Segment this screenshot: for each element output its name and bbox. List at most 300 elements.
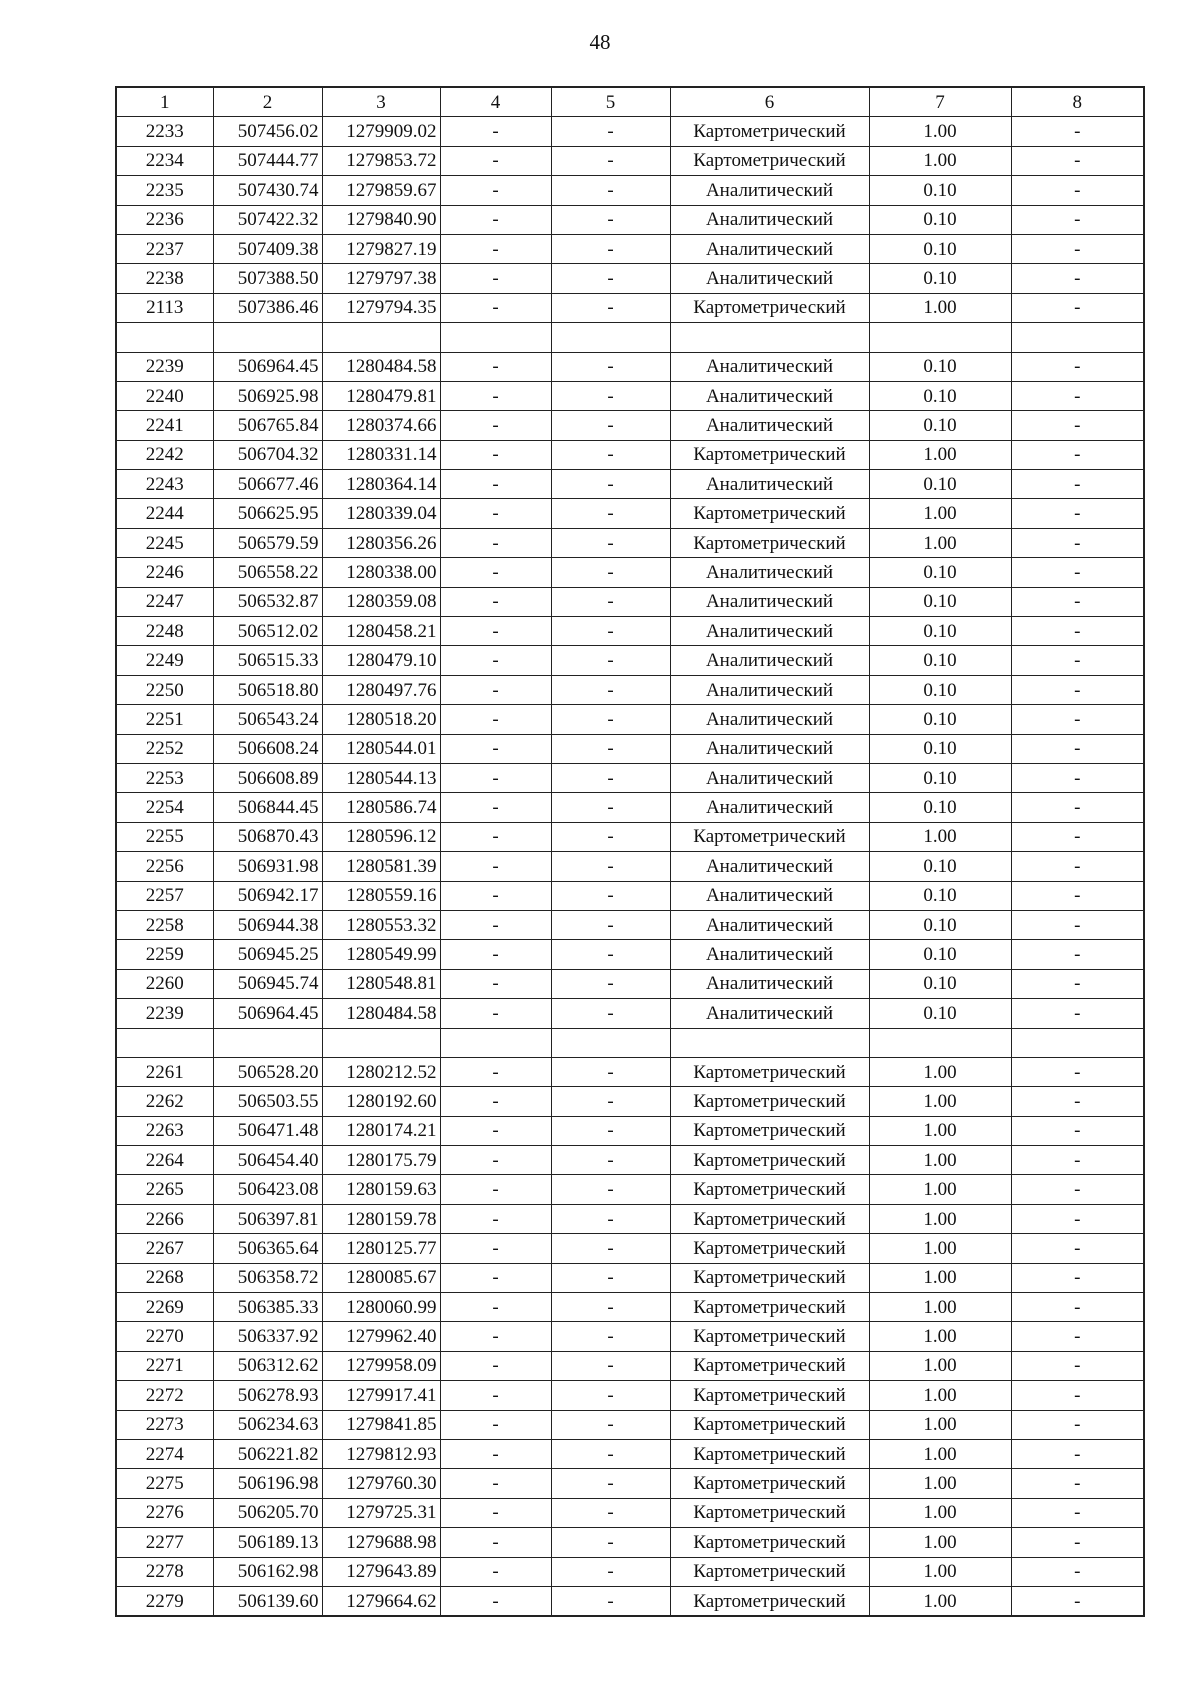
- cell-col-7: 0.10: [869, 264, 1011, 293]
- table-row: [116, 1586, 1144, 1616]
- cell-col-7: 0.10: [869, 411, 1011, 440]
- cell-col-7: 1.00: [869, 1528, 1011, 1557]
- cell-col-2: 507430.74: [213, 176, 322, 205]
- cell-col-3: 1280060.99: [322, 1293, 440, 1322]
- cell-col-1: 2277: [116, 1528, 213, 1557]
- coordinates-table: [115, 86, 1145, 1617]
- cell-col-8: -: [1011, 558, 1144, 587]
- cell-col-3: 1280339.04: [322, 499, 440, 528]
- table-row: [116, 176, 1144, 205]
- cell-col-4: [440, 323, 551, 352]
- cell-col-6: Аналитический: [670, 352, 869, 381]
- cell-col-1: 2274: [116, 1439, 213, 1468]
- cell-col-7: 0.10: [869, 617, 1011, 646]
- cell-col-4: -: [440, 1586, 551, 1616]
- cell-col-1: 2238: [116, 264, 213, 293]
- cell-col-6: [670, 323, 869, 352]
- header-row: [116, 87, 1144, 117]
- cell-col-7: 0.10: [869, 910, 1011, 939]
- cell-col-8: -: [1011, 793, 1144, 822]
- cell-col-5: -: [551, 1586, 670, 1616]
- cell-col-3: [322, 1028, 440, 1057]
- cell-col-6: Аналитический: [670, 969, 869, 998]
- cell-col-2: [213, 1028, 322, 1057]
- cell-col-4: -: [440, 910, 551, 939]
- cell-col-5: -: [551, 1528, 670, 1557]
- column-header-8: 8: [1011, 87, 1144, 117]
- cell-col-6: Аналитический: [670, 205, 869, 234]
- cell-col-3: 1279958.09: [322, 1351, 440, 1380]
- cell-col-7: 1.00: [869, 1116, 1011, 1145]
- cell-col-7: 0.10: [869, 969, 1011, 998]
- cell-col-4: -: [440, 1351, 551, 1380]
- cell-col-1: 2260: [116, 969, 213, 998]
- table-row: [116, 969, 1144, 998]
- cell-col-8: -: [1011, 293, 1144, 322]
- cell-col-2: 507456.02: [213, 117, 322, 146]
- cell-col-2: 506608.24: [213, 734, 322, 763]
- cell-col-2: 506532.87: [213, 587, 322, 616]
- cell-col-6: Картометрический: [670, 1557, 869, 1586]
- cell-col-6: Аналитический: [670, 675, 869, 704]
- cell-col-4: -: [440, 1057, 551, 1086]
- cell-col-1: 2256: [116, 852, 213, 881]
- cell-col-4: -: [440, 1087, 551, 1116]
- cell-col-4: -: [440, 352, 551, 381]
- cell-col-1: 2267: [116, 1234, 213, 1263]
- cell-col-5: -: [551, 1410, 670, 1439]
- cell-col-4: -: [440, 705, 551, 734]
- cell-col-3: 1279760.30: [322, 1469, 440, 1498]
- cell-col-8: -: [1011, 1204, 1144, 1233]
- cell-col-8: -: [1011, 646, 1144, 675]
- cell-col-7: 0.10: [869, 793, 1011, 822]
- cell-col-3: 1279725.31: [322, 1498, 440, 1527]
- cell-col-5: -: [551, 440, 670, 469]
- cell-col-1: 2271: [116, 1351, 213, 1380]
- table-row: [116, 234, 1144, 263]
- cell-col-5: -: [551, 381, 670, 410]
- cell-col-2: 506543.24: [213, 705, 322, 734]
- cell-col-3: 1279841.85: [322, 1410, 440, 1439]
- cell-col-6: Картометрический: [670, 1439, 869, 1468]
- cell-col-3: 1280559.16: [322, 881, 440, 910]
- cell-col-4: -: [440, 205, 551, 234]
- cell-col-5: -: [551, 205, 670, 234]
- cell-col-1: 2254: [116, 793, 213, 822]
- table-row: [116, 293, 1144, 322]
- cell-col-3: 1280364.14: [322, 470, 440, 499]
- cell-col-3: 1280374.66: [322, 411, 440, 440]
- cell-col-7: 0.10: [869, 205, 1011, 234]
- cell-col-3: 1280497.76: [322, 675, 440, 704]
- cell-col-7: 1.00: [869, 1381, 1011, 1410]
- cell-col-8: -: [1011, 1557, 1144, 1586]
- page-number: 48: [589, 30, 611, 54]
- table-row: [116, 734, 1144, 763]
- cell-col-7: [869, 323, 1011, 352]
- cell-col-4: -: [440, 440, 551, 469]
- cell-col-1: 2276: [116, 1498, 213, 1527]
- cell-col-8: -: [1011, 499, 1144, 528]
- cell-col-2: 506221.82: [213, 1439, 322, 1468]
- cell-col-3: 1280192.60: [322, 1087, 440, 1116]
- cell-col-1: 2268: [116, 1263, 213, 1292]
- cell-col-4: -: [440, 881, 551, 910]
- cell-col-1: 2264: [116, 1146, 213, 1175]
- cell-col-4: -: [440, 234, 551, 263]
- table-row: [116, 411, 1144, 440]
- cell-col-5: [551, 1028, 670, 1057]
- cell-col-8: -: [1011, 1146, 1144, 1175]
- cell-col-4: -: [440, 293, 551, 322]
- cell-col-6: Аналитический: [670, 470, 869, 499]
- cell-col-8: -: [1011, 1116, 1144, 1145]
- cell-col-1: 2270: [116, 1322, 213, 1351]
- cell-col-8: -: [1011, 1586, 1144, 1616]
- cell-col-3: [322, 323, 440, 352]
- cell-col-7: 1.00: [869, 440, 1011, 469]
- cell-col-5: -: [551, 617, 670, 646]
- cell-col-6: Аналитический: [670, 558, 869, 587]
- cell-col-6: Картометрический: [670, 1410, 869, 1439]
- cell-col-6: Картометрический: [670, 499, 869, 528]
- cell-col-3: 1279909.02: [322, 117, 440, 146]
- table-row: [116, 1146, 1144, 1175]
- cell-col-5: -: [551, 146, 670, 175]
- cell-col-6: Аналитический: [670, 646, 869, 675]
- cell-col-6: Картометрический: [670, 1528, 869, 1557]
- cell-col-5: -: [551, 969, 670, 998]
- cell-col-3: 1280553.32: [322, 910, 440, 939]
- table-row: [116, 940, 1144, 969]
- table-row: [116, 1057, 1144, 1086]
- cell-col-5: -: [551, 411, 670, 440]
- cell-col-6: Картометрический: [670, 1381, 869, 1410]
- cell-col-8: -: [1011, 1381, 1144, 1410]
- cell-col-5: -: [551, 1263, 670, 1292]
- cell-col-5: -: [551, 1057, 670, 1086]
- table-row: [116, 763, 1144, 792]
- cell-col-8: -: [1011, 470, 1144, 499]
- cell-col-4: -: [440, 852, 551, 881]
- cell-col-1: 2234: [116, 146, 213, 175]
- cell-col-1: 2263: [116, 1116, 213, 1145]
- cell-col-7: 1.00: [869, 117, 1011, 146]
- cell-col-2: 506471.48: [213, 1116, 322, 1145]
- cell-col-2: 506162.98: [213, 1557, 322, 1586]
- cell-col-2: [213, 323, 322, 352]
- cell-col-5: -: [551, 1381, 670, 1410]
- cell-col-7: 0.10: [869, 470, 1011, 499]
- table-row: [116, 587, 1144, 616]
- cell-col-2: 506337.92: [213, 1322, 322, 1351]
- cell-col-8: -: [1011, 587, 1144, 616]
- cell-col-5: -: [551, 1322, 670, 1351]
- cell-col-6: Картометрический: [670, 1057, 869, 1086]
- cell-col-1: 2279: [116, 1586, 213, 1616]
- cell-col-1: 2241: [116, 411, 213, 440]
- cell-col-2: 506503.55: [213, 1087, 322, 1116]
- cell-col-6: Картометрический: [670, 1322, 869, 1351]
- cell-col-5: -: [551, 234, 670, 263]
- cell-col-2: 506704.32: [213, 440, 322, 469]
- table-row: [116, 1087, 1144, 1116]
- cell-col-6: Аналитический: [670, 940, 869, 969]
- cell-col-4: -: [440, 1322, 551, 1351]
- cell-col-2: 506196.98: [213, 1469, 322, 1498]
- cell-col-4: [440, 1028, 551, 1057]
- cell-col-4: -: [440, 940, 551, 969]
- cell-col-6: Картометрический: [670, 1498, 869, 1527]
- cell-col-3: 1279797.38: [322, 264, 440, 293]
- cell-col-7: 1.00: [869, 1087, 1011, 1116]
- table-row: [116, 705, 1144, 734]
- cell-col-5: -: [551, 264, 670, 293]
- cell-col-1: 2240: [116, 381, 213, 410]
- cell-col-3: 1280159.78: [322, 1204, 440, 1233]
- cell-col-2: 506189.13: [213, 1528, 322, 1557]
- cell-col-4: -: [440, 558, 551, 587]
- table-row: [116, 999, 1144, 1028]
- cell-col-8: -: [1011, 999, 1144, 1028]
- cell-col-7: 1.00: [869, 499, 1011, 528]
- cell-col-4: -: [440, 1204, 551, 1233]
- column-header-7: 7: [869, 87, 1011, 117]
- cell-col-2: 506234.63: [213, 1410, 322, 1439]
- cell-col-7: 0.10: [869, 646, 1011, 675]
- cell-col-3: 1279812.93: [322, 1439, 440, 1468]
- cell-col-1: 2113: [116, 293, 213, 322]
- separator-row: [116, 1028, 1144, 1057]
- cell-col-1: 2248: [116, 617, 213, 646]
- cell-col-6: Картометрический: [670, 1087, 869, 1116]
- cell-col-3: 1280549.99: [322, 940, 440, 969]
- cell-col-8: -: [1011, 1234, 1144, 1263]
- cell-col-8: -: [1011, 1087, 1144, 1116]
- table-row: [116, 117, 1144, 146]
- cell-col-4: -: [440, 617, 551, 646]
- cell-col-2: 506139.60: [213, 1586, 322, 1616]
- cell-col-6: Картометрический: [670, 1146, 869, 1175]
- cell-col-7: 1.00: [869, 1586, 1011, 1616]
- cell-col-3: 1279917.41: [322, 1381, 440, 1410]
- table-row: [116, 822, 1144, 851]
- cell-col-5: -: [551, 293, 670, 322]
- cell-col-4: -: [440, 1116, 551, 1145]
- cell-col-3: 1280085.67: [322, 1263, 440, 1292]
- cell-col-5: -: [551, 1439, 670, 1468]
- cell-col-6: Картометрический: [670, 1351, 869, 1380]
- cell-col-8: -: [1011, 1439, 1144, 1468]
- cell-col-8: -: [1011, 1322, 1144, 1351]
- cell-col-7: 0.10: [869, 734, 1011, 763]
- cell-col-7: 0.10: [869, 176, 1011, 205]
- cell-col-5: -: [551, 1557, 670, 1586]
- column-header-4: 4: [440, 87, 551, 117]
- cell-col-3: 1280484.58: [322, 352, 440, 381]
- cell-col-1: 2243: [116, 470, 213, 499]
- cell-col-5: -: [551, 763, 670, 792]
- cell-col-6: Картометрический: [670, 146, 869, 175]
- cell-col-7: 0.10: [869, 381, 1011, 410]
- cell-col-7: 0.10: [869, 763, 1011, 792]
- cell-col-8: -: [1011, 528, 1144, 557]
- cell-col-6: Картометрический: [670, 1586, 869, 1616]
- table-row: [116, 1410, 1144, 1439]
- cell-col-3: 1280338.00: [322, 558, 440, 587]
- cell-col-4: -: [440, 117, 551, 146]
- cell-col-4: -: [440, 146, 551, 175]
- cell-col-8: -: [1011, 822, 1144, 851]
- table-row: [116, 1439, 1144, 1468]
- table-row: [116, 1498, 1144, 1527]
- cell-col-7: 1.00: [869, 1293, 1011, 1322]
- cell-col-4: -: [440, 1381, 551, 1410]
- cell-col-2: 506205.70: [213, 1498, 322, 1527]
- cell-col-4: -: [440, 793, 551, 822]
- cell-col-5: -: [551, 587, 670, 616]
- table-row: [116, 146, 1144, 175]
- cell-col-6: Аналитический: [670, 763, 869, 792]
- cell-col-6: Картометрический: [670, 1293, 869, 1322]
- cell-col-4: -: [440, 1293, 551, 1322]
- cell-col-3: 1279688.98: [322, 1528, 440, 1557]
- cell-col-5: -: [551, 705, 670, 734]
- cell-col-3: 1279840.90: [322, 205, 440, 234]
- table-row: [116, 499, 1144, 528]
- cell-col-6: Картометрический: [670, 1175, 869, 1204]
- cell-col-6: Картометрический: [670, 293, 869, 322]
- cell-col-8: -: [1011, 1410, 1144, 1439]
- cell-col-3: 1280356.26: [322, 528, 440, 557]
- cell-col-3: 1280581.39: [322, 852, 440, 881]
- cell-col-8: -: [1011, 1469, 1144, 1498]
- separator-row: [116, 323, 1144, 352]
- column-header-2: 2: [213, 87, 322, 117]
- cell-col-1: 2275: [116, 1469, 213, 1498]
- cell-col-6: Аналитический: [670, 734, 869, 763]
- cell-col-8: -: [1011, 1175, 1144, 1204]
- table-row: [116, 675, 1144, 704]
- cell-col-4: -: [440, 763, 551, 792]
- table-row: [116, 558, 1144, 587]
- cell-col-2: 506515.33: [213, 646, 322, 675]
- cell-col-8: -: [1011, 176, 1144, 205]
- cell-col-1: 2245: [116, 528, 213, 557]
- cell-col-7: 0.10: [869, 675, 1011, 704]
- cell-col-3: 1280175.79: [322, 1146, 440, 1175]
- table-row: [116, 528, 1144, 557]
- cell-col-2: 506942.17: [213, 881, 322, 910]
- cell-col-3: 1280544.01: [322, 734, 440, 763]
- cell-col-7: 0.10: [869, 587, 1011, 616]
- cell-col-6: Картометрический: [670, 1204, 869, 1233]
- cell-col-6: [670, 1028, 869, 1057]
- table-row: [116, 1116, 1144, 1145]
- cell-col-5: -: [551, 176, 670, 205]
- table-row: [116, 1234, 1144, 1263]
- cell-col-4: -: [440, 969, 551, 998]
- cell-col-6: Картометрический: [670, 528, 869, 557]
- cell-col-1: 2273: [116, 1410, 213, 1439]
- table-row: [116, 852, 1144, 881]
- cell-col-8: -: [1011, 940, 1144, 969]
- cell-col-7: 1.00: [869, 1469, 1011, 1498]
- cell-col-4: -: [440, 1528, 551, 1557]
- cell-col-8: [1011, 323, 1144, 352]
- cell-col-1: 2265: [116, 1175, 213, 1204]
- cell-col-1: 2235: [116, 176, 213, 205]
- table-row: [116, 646, 1144, 675]
- cell-col-6: Картометрический: [670, 117, 869, 146]
- cell-col-3: 1280331.14: [322, 440, 440, 469]
- cell-col-1: 2236: [116, 205, 213, 234]
- cell-col-4: -: [440, 1410, 551, 1439]
- cell-col-3: 1280479.10: [322, 646, 440, 675]
- cell-col-8: -: [1011, 1263, 1144, 1292]
- cell-col-1: 2272: [116, 1381, 213, 1410]
- cell-col-5: -: [551, 793, 670, 822]
- cell-col-6: Аналитический: [670, 587, 869, 616]
- cell-col-6: Аналитический: [670, 910, 869, 939]
- cell-col-3: 1280458.21: [322, 617, 440, 646]
- cell-col-7: 0.10: [869, 705, 1011, 734]
- cell-col-4: -: [440, 999, 551, 1028]
- cell-col-4: -: [440, 734, 551, 763]
- cell-col-5: -: [551, 1351, 670, 1380]
- cell-col-6: Аналитический: [670, 264, 869, 293]
- cell-col-3: 1279853.72: [322, 146, 440, 175]
- cell-col-8: -: [1011, 234, 1144, 263]
- cell-col-1: 2259: [116, 940, 213, 969]
- cell-col-3: 1280479.81: [322, 381, 440, 410]
- cell-col-7: 1.00: [869, 1146, 1011, 1175]
- cell-col-6: Аналитический: [670, 705, 869, 734]
- cell-col-7: 0.10: [869, 940, 1011, 969]
- cell-col-4: -: [440, 499, 551, 528]
- cell-col-4: -: [440, 1557, 551, 1586]
- cell-col-2: 507388.50: [213, 264, 322, 293]
- cell-col-5: -: [551, 852, 670, 881]
- cell-col-5: -: [551, 1234, 670, 1263]
- cell-col-2: 506518.80: [213, 675, 322, 704]
- cell-col-8: [1011, 1028, 1144, 1057]
- cell-col-8: -: [1011, 1498, 1144, 1527]
- cell-col-7: 1.00: [869, 1175, 1011, 1204]
- cell-col-3: 1279664.62: [322, 1586, 440, 1616]
- cell-col-5: -: [551, 1469, 670, 1498]
- cell-col-7: 1.00: [869, 1057, 1011, 1086]
- cell-col-8: -: [1011, 352, 1144, 381]
- cell-col-1: [116, 1028, 213, 1057]
- cell-col-7: 1.00: [869, 293, 1011, 322]
- cell-col-3: 1280586.74: [322, 793, 440, 822]
- cell-col-5: [551, 323, 670, 352]
- cell-col-1: 2247: [116, 587, 213, 616]
- cell-col-1: 2262: [116, 1087, 213, 1116]
- cell-col-6: Аналитический: [670, 793, 869, 822]
- cell-col-8: -: [1011, 1293, 1144, 1322]
- cell-col-6: Картометрический: [670, 822, 869, 851]
- cell-col-2: 506925.98: [213, 381, 322, 410]
- cell-col-2: 507409.38: [213, 234, 322, 263]
- cell-col-5: -: [551, 1087, 670, 1116]
- cell-col-4: -: [440, 381, 551, 410]
- cell-col-8: -: [1011, 411, 1144, 440]
- cell-col-4: -: [440, 176, 551, 205]
- cell-col-7: 1.00: [869, 1410, 1011, 1439]
